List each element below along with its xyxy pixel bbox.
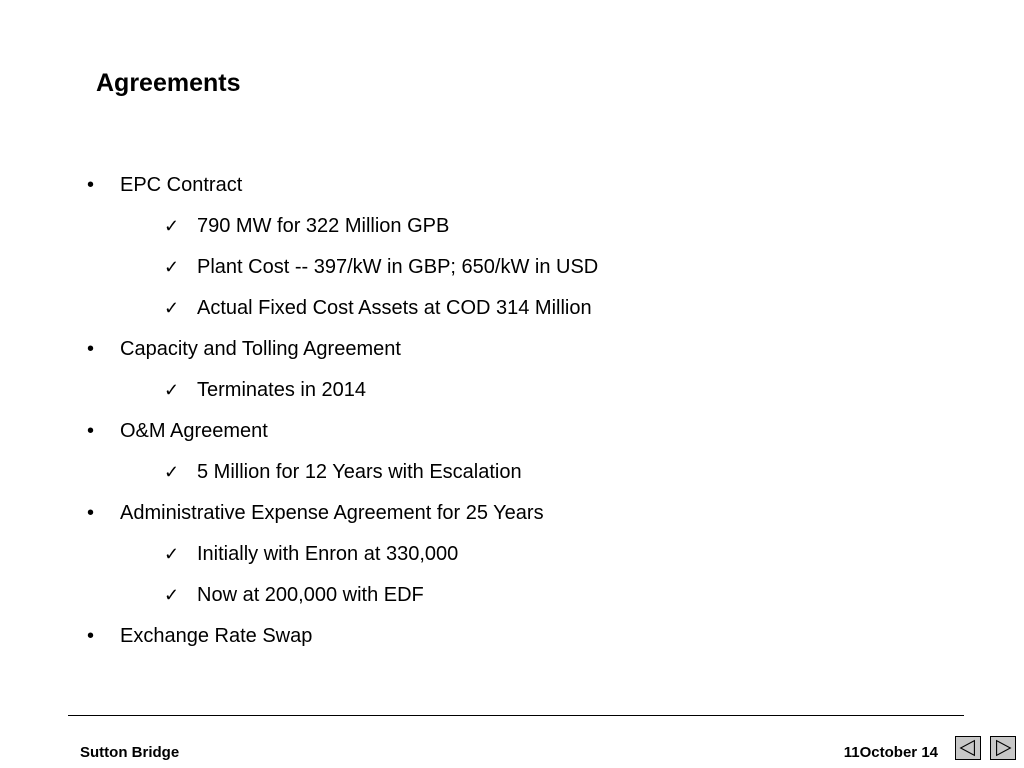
checkmark-icon: ✓ [164, 298, 180, 318]
check-item [164, 583, 424, 607]
triangle-left-icon [956, 737, 980, 759]
slide-title: Agreements [96, 69, 241, 97]
check-text: Terminates in 2014 [197, 379, 366, 401]
checkmark-icon: ✓ [164, 380, 180, 400]
checkmark-icon: ✓ [164, 544, 180, 564]
bullet-item [87, 624, 313, 648]
check-text: Initially with Enron at 330,000 [197, 543, 459, 565]
checkmark-icon: ✓ [164, 216, 180, 236]
bullet-marker: • [87, 174, 95, 196]
check-text: 790 MW for 322 Million GPB [197, 215, 450, 237]
bullet-item [87, 173, 243, 197]
footer-date: 11October 14 [843, 744, 938, 761]
checkmark-icon: ✓ [164, 257, 180, 277]
check-text: Plant Cost -- 397/kW in GBP; 650/kW in USD [197, 256, 599, 278]
footer-presentation-name: Sutton Bridge [80, 744, 180, 761]
bullet-text: Administrative Expense Agreement for 25 Years [120, 502, 544, 524]
check-item [164, 542, 459, 566]
previous-slide-button[interactable] [955, 736, 981, 760]
bullet-item [87, 419, 268, 443]
bullet-marker: • [87, 420, 95, 442]
check-item [164, 255, 599, 279]
bullet-text: O&M Agreement [120, 420, 268, 442]
bullet-text: Exchange Rate Swap [120, 625, 313, 647]
check-item [164, 214, 450, 238]
check-item [164, 460, 522, 484]
bullet-text: Capacity and Tolling Agreement [120, 338, 401, 360]
footer-divider [68, 715, 964, 716]
bullet-marker: • [87, 338, 95, 360]
checkmark-icon: ✓ [164, 462, 180, 482]
check-text: Now at 200,000 with EDF [197, 584, 424, 606]
bullet-marker: • [87, 625, 95, 647]
next-slide-button[interactable] [990, 736, 1016, 760]
bullet-marker: • [87, 502, 95, 524]
bullet-item [87, 501, 544, 525]
check-item [164, 296, 592, 320]
triangle-right-icon [991, 737, 1015, 759]
bullet-text: EPC Contract [120, 174, 243, 196]
bullet-item [87, 337, 401, 361]
check-text: 5 Million for 12 Years with Escalation [197, 461, 522, 483]
check-text: Actual Fixed Cost Assets at COD 314 Million [197, 297, 592, 319]
checkmark-icon: ✓ [164, 585, 180, 605]
check-item [164, 378, 366, 402]
